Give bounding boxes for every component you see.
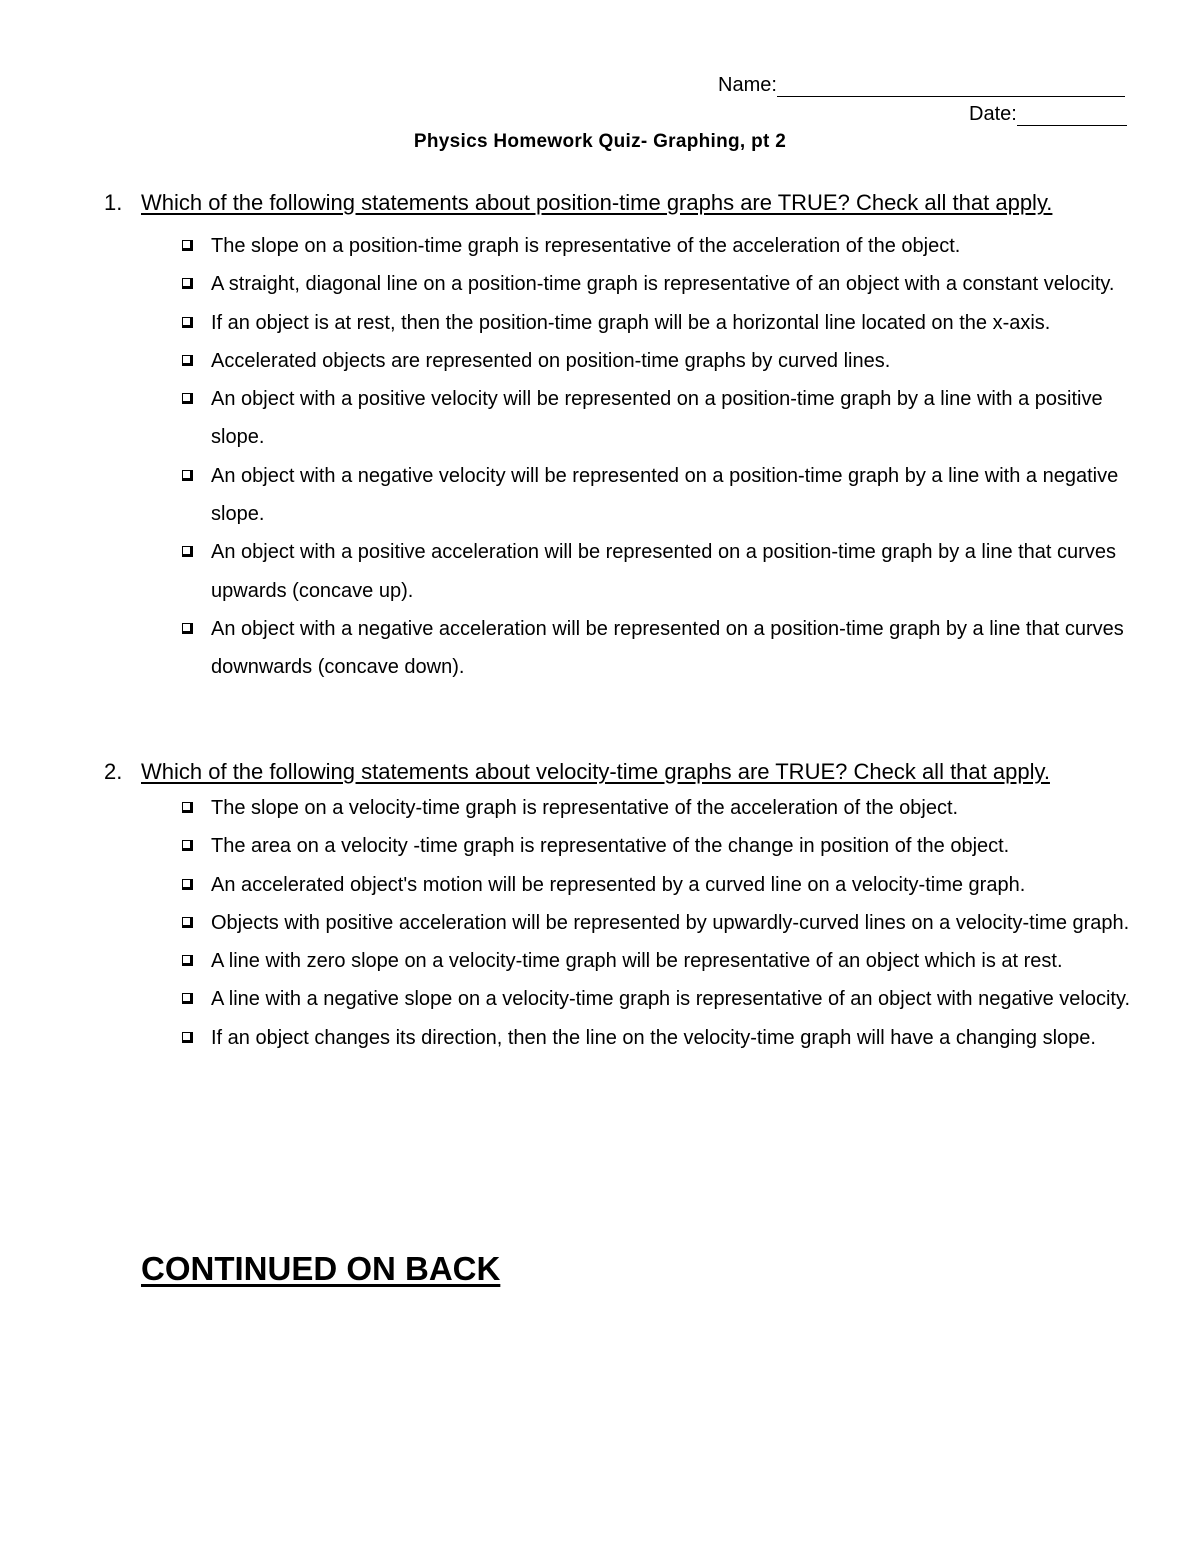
option-text: The slope on a position-time graph is representative of the acceleration of the object.: [211, 235, 961, 257]
date-label: Date:: [969, 103, 1017, 125]
checkbox-icon[interactable]: [182, 393, 193, 404]
option-item[interactable]: [104, 304, 1144, 342]
checkbox-icon[interactable]: [182, 240, 193, 251]
option-item[interactable]: [104, 789, 1144, 827]
option-text: A line with a negative slope on a velocity-time graph is representative of an object with negative velocity.: [211, 988, 1131, 1011]
question-number: 1.: [104, 190, 123, 215]
option-list: [104, 227, 1144, 687]
checkbox-icon[interactable]: [182, 278, 193, 289]
checkbox-icon[interactable]: [182, 955, 193, 966]
option-item[interactable]: [104, 827, 1144, 865]
date-blank-line[interactable]: [1017, 105, 1127, 126]
option-text: If an object is at rest, then the position-time graph will be a horizontal line located on the x-axis.: [211, 311, 1051, 334]
option-text: An accelerated object's motion will be represented by a curved line on a velocity-time graph.: [211, 873, 1026, 896]
option-text: An object with a negative acceleration will be represented on a position-time graph by a line that curves downwards (concave down).: [211, 617, 1124, 679]
name-label: Name:: [718, 74, 777, 96]
question-text: Which of the following statements about velocity-time graphs are TRUE? Check all that apply.: [141, 759, 1050, 784]
option-item[interactable]: [104, 942, 1144, 980]
question-1: [104, 189, 1144, 687]
checkbox-icon[interactable]: [182, 317, 193, 328]
question-text: Which of the following statements about position-time graphs are TRUE? Check all that apply.: [141, 190, 1053, 215]
option-text: A straight, diagonal line on a position-time graph is representative of an object with a constant velocity.: [211, 273, 1115, 296]
checkbox-icon[interactable]: [182, 546, 193, 557]
checkbox-icon[interactable]: [182, 623, 193, 634]
checkbox-icon[interactable]: [182, 1032, 193, 1043]
option-list: [104, 789, 1144, 1057]
question-number: 2.: [104, 759, 123, 784]
option-item[interactable]: [104, 904, 1144, 942]
option-item[interactable]: [104, 610, 1144, 687]
checkbox-icon[interactable]: [182, 993, 193, 1004]
option-item[interactable]: [104, 457, 1144, 534]
option-text: A line with zero slope on a velocity-time graph will be representative of an object which is at rest.: [211, 950, 1063, 973]
checkbox-icon[interactable]: [182, 355, 193, 366]
checkbox-icon[interactable]: [182, 470, 193, 481]
option-item[interactable]: [104, 533, 1144, 610]
option-text: An object with a positive acceleration will be represented on a position-time graph by a line that curves upwards (concave up).: [211, 541, 1116, 602]
option-text: An object with a positive velocity will be represented on a position-time graph by a line with a positive slope.: [211, 388, 1103, 449]
question-heading: [104, 758, 1144, 786]
option-item[interactable]: [104, 342, 1144, 380]
page-title: Physics Homework Quiz- Graphing, pt 2: [413, 131, 787, 152]
option-item[interactable]: [104, 1019, 1144, 1057]
name-field[interactable]: [718, 73, 1125, 97]
option-text: Objects with positive acceleration will be represented by upwardly-curved lines on a velocity-time graph.: [211, 911, 1130, 934]
option-item[interactable]: [104, 380, 1144, 457]
name-blank-line[interactable]: [777, 76, 1125, 97]
date-field[interactable]: [969, 102, 1127, 126]
question-heading: [104, 189, 1144, 217]
option-text: The slope on a velocity-time graph is representative of the acceleration of the object.: [211, 797, 959, 819]
option-text: If an object changes its direction, then the line on the velocity-time graph will have a changing slope.: [211, 1026, 1096, 1049]
checkbox-icon[interactable]: [182, 802, 193, 813]
option-item[interactable]: [104, 265, 1144, 303]
option-item[interactable]: [104, 866, 1144, 904]
question-2: [104, 758, 1144, 1057]
option-item[interactable]: [104, 980, 1144, 1018]
checkbox-icon[interactable]: [182, 879, 193, 890]
option-text: Accelerated objects are represented on position-time graphs by curved lines.: [211, 349, 891, 372]
option-text: The area on a velocity -time graph is representative of the change in position of the object.: [211, 835, 1010, 858]
checkbox-icon[interactable]: [182, 917, 193, 928]
checkbox-icon[interactable]: [182, 840, 193, 851]
continued-on-back-note: CONTINUED ON BACK: [141, 1250, 501, 1287]
option-item[interactable]: [104, 227, 1144, 265]
option-text: An object with a negative velocity will be represented on a position-time graph by a line with a negative slope.: [211, 464, 1119, 526]
